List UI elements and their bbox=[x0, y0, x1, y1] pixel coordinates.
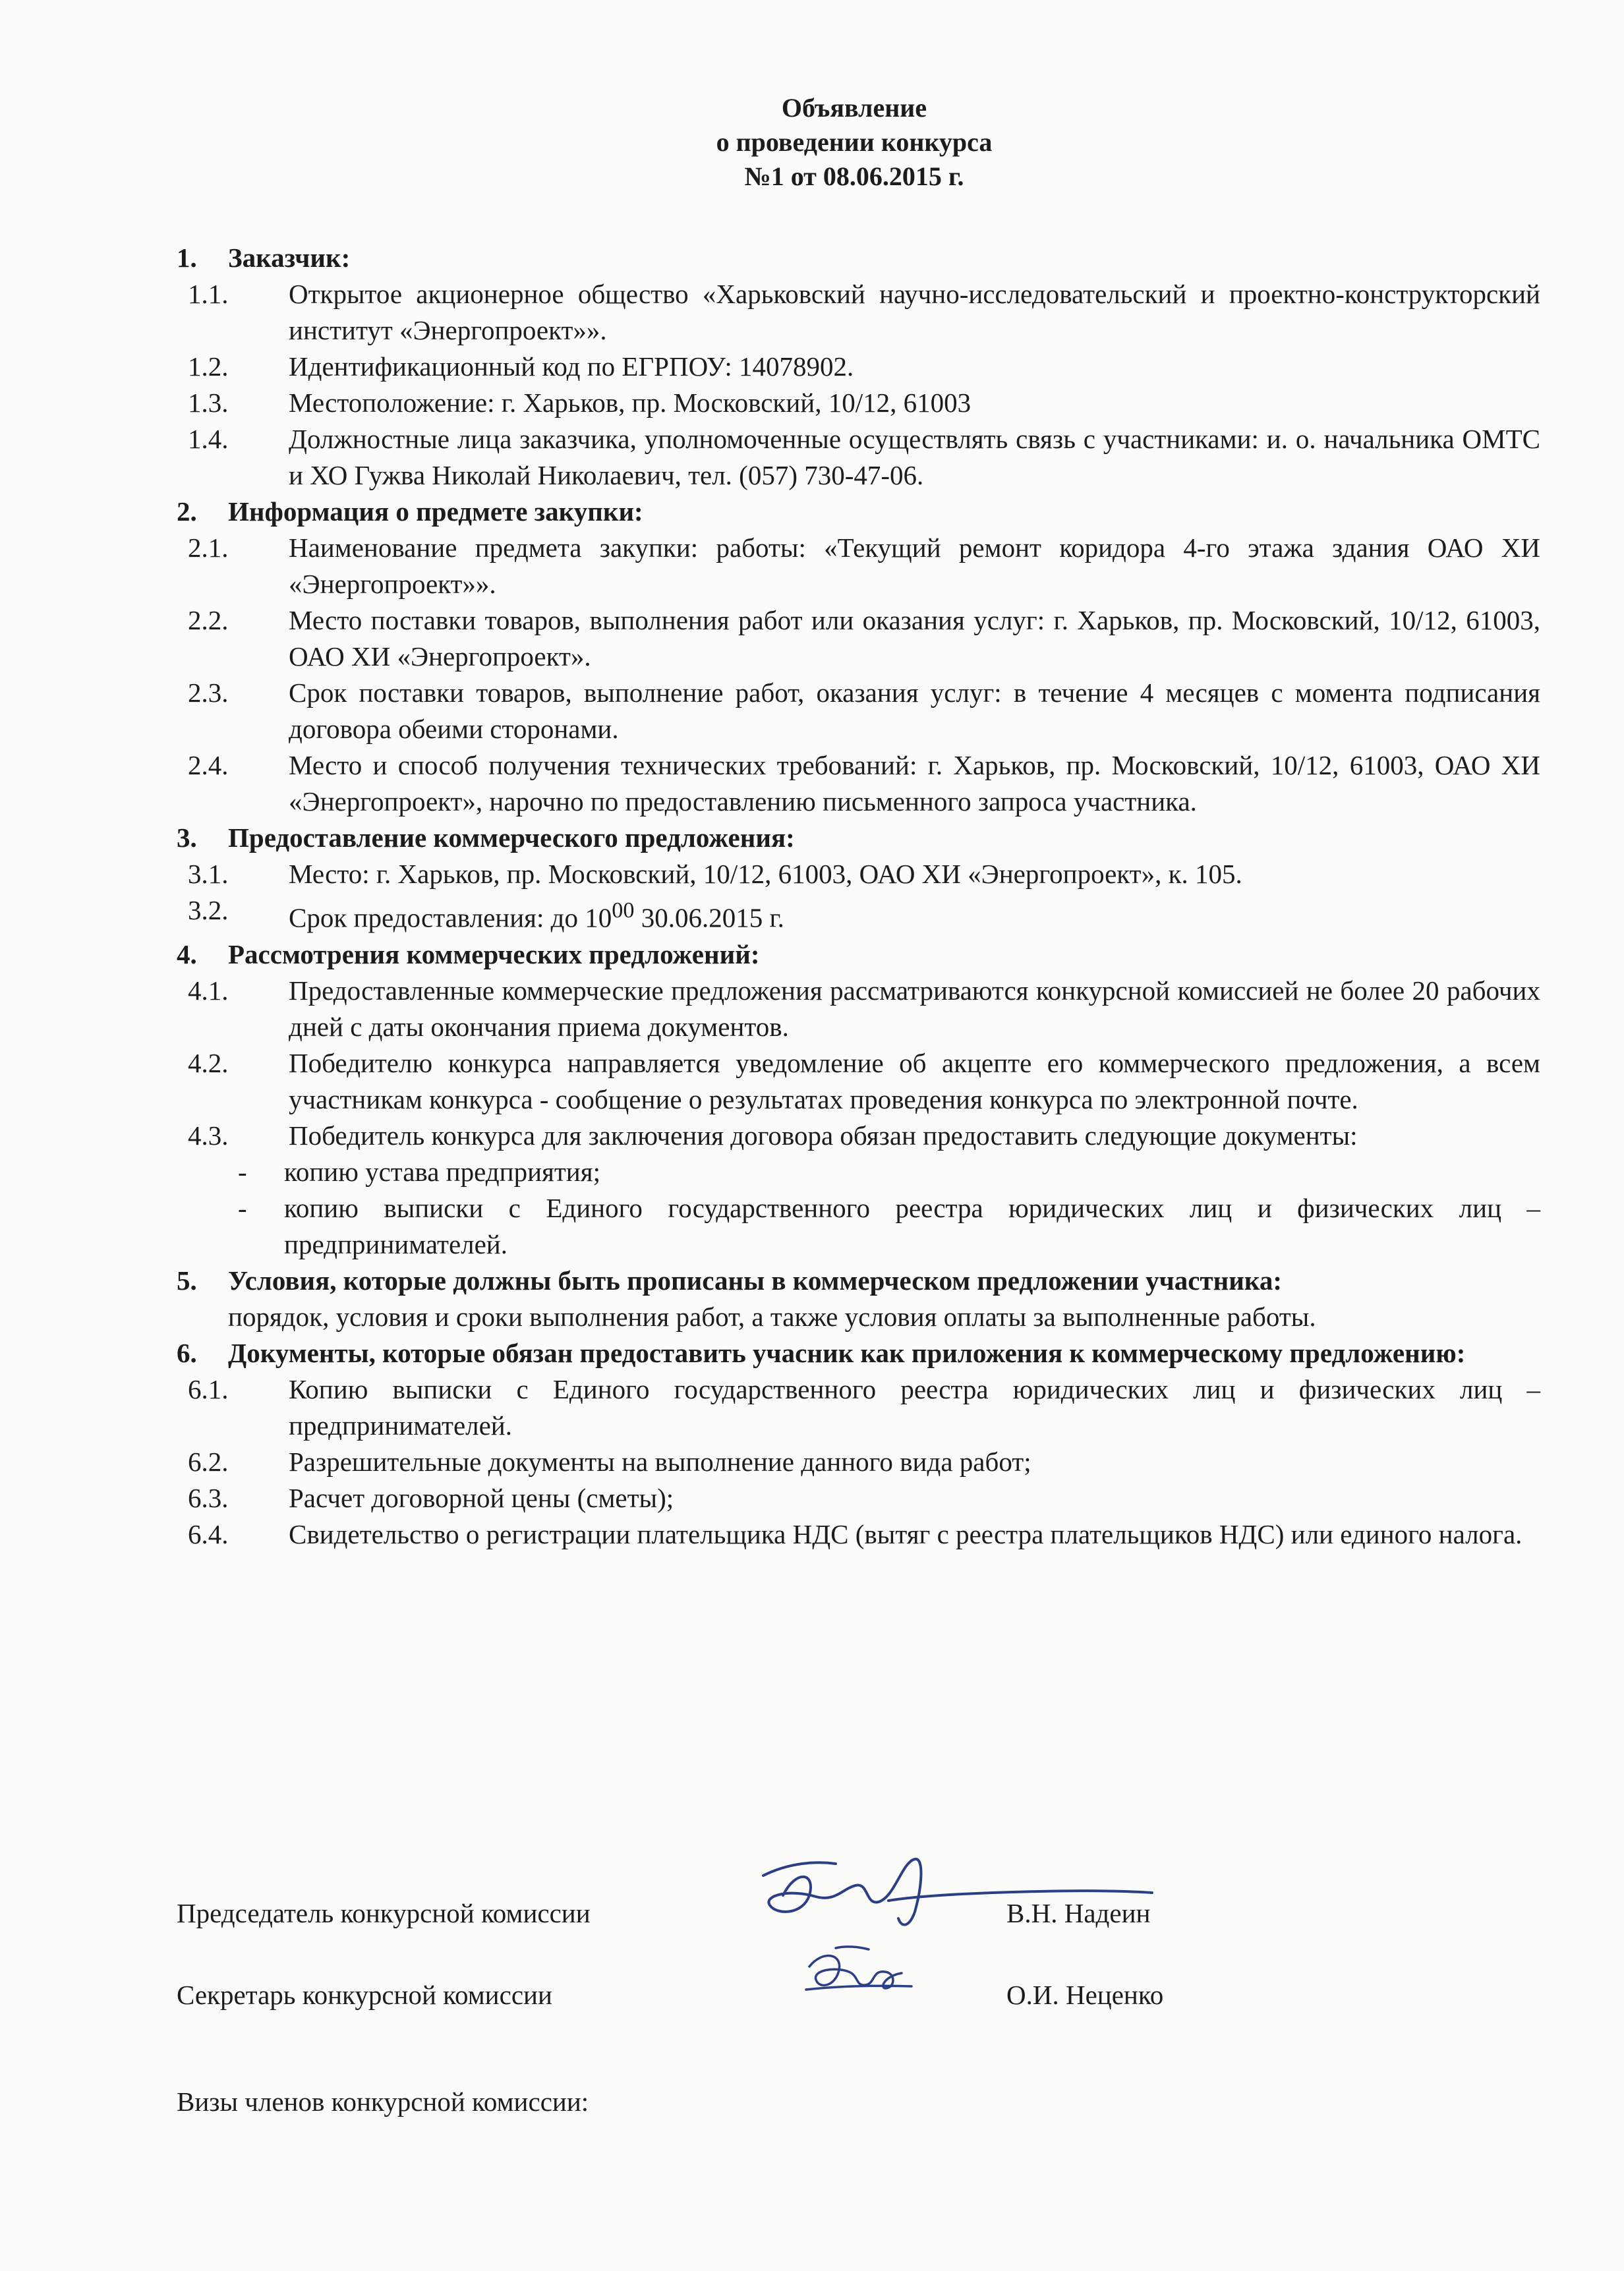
item-number: 2.1. bbox=[188, 532, 229, 563]
item-text: Место: г. Харьков, пр. Московский, 10/12, 61003, ОАО ХИ «Энергопроект», к. 105. bbox=[289, 859, 1242, 889]
visas-row bbox=[177, 2084, 1429, 2123]
item-number: 1.2. bbox=[188, 351, 229, 382]
section-number: 1. bbox=[177, 243, 197, 273]
item-6-4 bbox=[181, 1516, 1540, 1553]
item-3-1 bbox=[181, 856, 1540, 892]
section-number: 4. bbox=[177, 938, 197, 969]
chair-signature bbox=[737, 1849, 1159, 1935]
secretary-signature bbox=[796, 1940, 915, 2013]
item-text: Местоположение: г. Харьков, пр. Московский, 10/12, 61003 bbox=[289, 388, 972, 418]
item-2-4 bbox=[181, 747, 1540, 820]
deadline-text: Срок предоставления: до 10 bbox=[289, 902, 612, 933]
item-number: 3.2. bbox=[188, 895, 229, 925]
secretary-name: О.И. Неценко bbox=[1006, 1980, 1164, 2010]
item-1-3 bbox=[181, 385, 1540, 421]
visas-label: Визы членов конкурсной комиссии: bbox=[177, 2086, 589, 2117]
item-6-2 bbox=[181, 1444, 1540, 1480]
bullet-dash: - bbox=[238, 1156, 247, 1187]
item-number: 6.3. bbox=[188, 1482, 229, 1513]
item-1-4 bbox=[181, 421, 1540, 494]
item-6-3 bbox=[181, 1480, 1540, 1516]
chair-name: В.Н. Надеин bbox=[1006, 1898, 1151, 1928]
item-1-1 bbox=[181, 276, 1540, 349]
item-text: Открытое акционерное общество «Харьковский научно-исследовательский и проектно-конструкторский институт «Энергопроект»». bbox=[289, 279, 1540, 345]
item-number: 4.3. bbox=[188, 1120, 229, 1151]
secretary-label: Секретарь конкурсной комиссии bbox=[177, 1980, 552, 2010]
item-text: Разрешительные документы на выполнение данного вида работ; bbox=[289, 1446, 1031, 1477]
item-text: Срок поставки товаров, выполнение работ, оказания услуг: в течение 4 месяцев с момента подписания договора обеими сторонами. bbox=[289, 677, 1540, 744]
chair-label: Председатель конкурсной комиссии bbox=[177, 1898, 591, 1928]
item-text: Наименование предмета закупки: работы: «Текущий ремонт коридора 4-го этажа здания ОАО ХИ «Энергопроект»». bbox=[289, 532, 1540, 599]
item-number: 3.1. bbox=[188, 859, 229, 889]
section-3 bbox=[177, 820, 1538, 856]
item-number: 4.1. bbox=[188, 975, 229, 1006]
section-title: Информация о предмете закупки: bbox=[228, 496, 643, 527]
item-text: Копию выписки с Единого государственного реестра юридических лиц и физических лиц – предпринимателей. bbox=[289, 1373, 1540, 1441]
item-2-3 bbox=[181, 675, 1540, 747]
item-number: 6.4. bbox=[188, 1518, 229, 1549]
item-number: 2.3. bbox=[188, 677, 229, 708]
section-title: Заказчик: bbox=[228, 243, 351, 273]
section-title: Условия, которые должны быть прописаны в коммерческом предложении участника: bbox=[228, 1265, 1283, 1296]
item-text bbox=[289, 892, 1540, 936]
item-number: 1.4. bbox=[188, 424, 229, 454]
item-text: Расчет договорной цены (сметы); bbox=[289, 1482, 674, 1513]
section-4 bbox=[177, 936, 1538, 973]
section-title: Документы, которые обязан предоставить учасник как приложения к коммерческому предложению: bbox=[228, 1337, 1466, 1368]
section-number: 3. bbox=[177, 822, 197, 853]
item-text: Победителю конкурса направляется уведомление об акцепте его коммерческого предложения, а всем участникам конкурса - сообщение о результатах проведения конкурса по электронной почте. bbox=[289, 1047, 1540, 1114]
item-4-3 bbox=[181, 1118, 1540, 1154]
section-5 bbox=[177, 1263, 1538, 1335]
section-1 bbox=[177, 240, 1538, 276]
bullet-text: копию устава предприятия; bbox=[284, 1156, 600, 1187]
item-number: 6.2. bbox=[188, 1446, 229, 1477]
item-number: 4.2. bbox=[188, 1047, 229, 1078]
item-text: Свидетельство о регистрации плательщика НДС (вытяг с реестра плательщиков НДС) или единого налога. bbox=[289, 1518, 1522, 1549]
section-2 bbox=[177, 494, 1538, 530]
item-text: Место и способ получения технических требований: г. Харьков, пр. Московский, 10/12, 61003, ОАО ХИ «Энергопроект», нарочно по предоставлению письменного запроса участника. bbox=[289, 750, 1540, 817]
title-line-2: о проведении конкурса bbox=[716, 127, 993, 157]
item-2-1 bbox=[181, 530, 1540, 602]
section-title: Рассмотрения коммерческих предложений: bbox=[228, 938, 760, 969]
item-number: 1.3. bbox=[188, 388, 229, 418]
item-number: 6.1. bbox=[188, 1373, 229, 1404]
title-line-1: Объявление bbox=[781, 93, 927, 123]
section-number: 2. bbox=[177, 496, 197, 527]
item-6-1 bbox=[181, 1371, 1540, 1444]
item-1-2 bbox=[181, 349, 1540, 385]
document-body bbox=[177, 240, 1538, 1553]
deadline-time-superscript: 00 bbox=[612, 898, 635, 923]
bullet-text: копию выписки с Единого государственного реестра юридических лиц и физических лиц – предпринимателей. bbox=[284, 1192, 1540, 1259]
deadline-date: 30.06.2015 г. bbox=[634, 902, 784, 933]
bullet-item bbox=[181, 1154, 1540, 1190]
section-6 bbox=[177, 1335, 1538, 1371]
item-4-2 bbox=[181, 1045, 1540, 1118]
section-text: порядок, условия и сроки выполнения работ, а также условия оплаты за выполненные работы. bbox=[228, 1301, 1316, 1332]
item-text: Предоставленные коммерческие предложения рассматриваются конкурсной комиссией не более 20 рабочих дней с даты окончания приема документов. bbox=[289, 975, 1540, 1042]
item-number: 1.1. bbox=[188, 279, 229, 309]
item-number: 2.2. bbox=[188, 605, 229, 635]
bullet-item bbox=[181, 1190, 1540, 1263]
bullet-dash: - bbox=[238, 1192, 247, 1223]
document-title bbox=[0, 91, 1624, 194]
item-text: Место поставки товаров, выполнения работ или оказания услуг: г. Харьков, пр. Московский, 10/12, 61003, ОАО ХИ «Энергопроект». bbox=[289, 605, 1540, 672]
section-title: Предоставление коммерческого предложения: bbox=[228, 822, 795, 853]
item-3-2 bbox=[181, 892, 1540, 936]
item-2-2 bbox=[181, 602, 1540, 675]
section-number: 6. bbox=[177, 1337, 197, 1368]
item-text: Должностные лица заказчика, уполномоченные осуществлять связь с участниками: и. о. начальника ОМТС и ХО Гужва Николай Николаевич, тел. (057) 730-47-06. bbox=[289, 424, 1540, 490]
title-line-3: №1 от 08.06.2015 г. bbox=[744, 161, 964, 191]
item-text: Победитель конкурса для заключения договора обязан предоставить следующие документы: bbox=[289, 1120, 1358, 1151]
item-number: 2.4. bbox=[188, 750, 229, 780]
item-text: Идентификационный код по ЕГРПОУ: 14078902. bbox=[289, 351, 854, 382]
item-4-1 bbox=[181, 973, 1540, 1045]
section-number: 5. bbox=[177, 1265, 197, 1296]
